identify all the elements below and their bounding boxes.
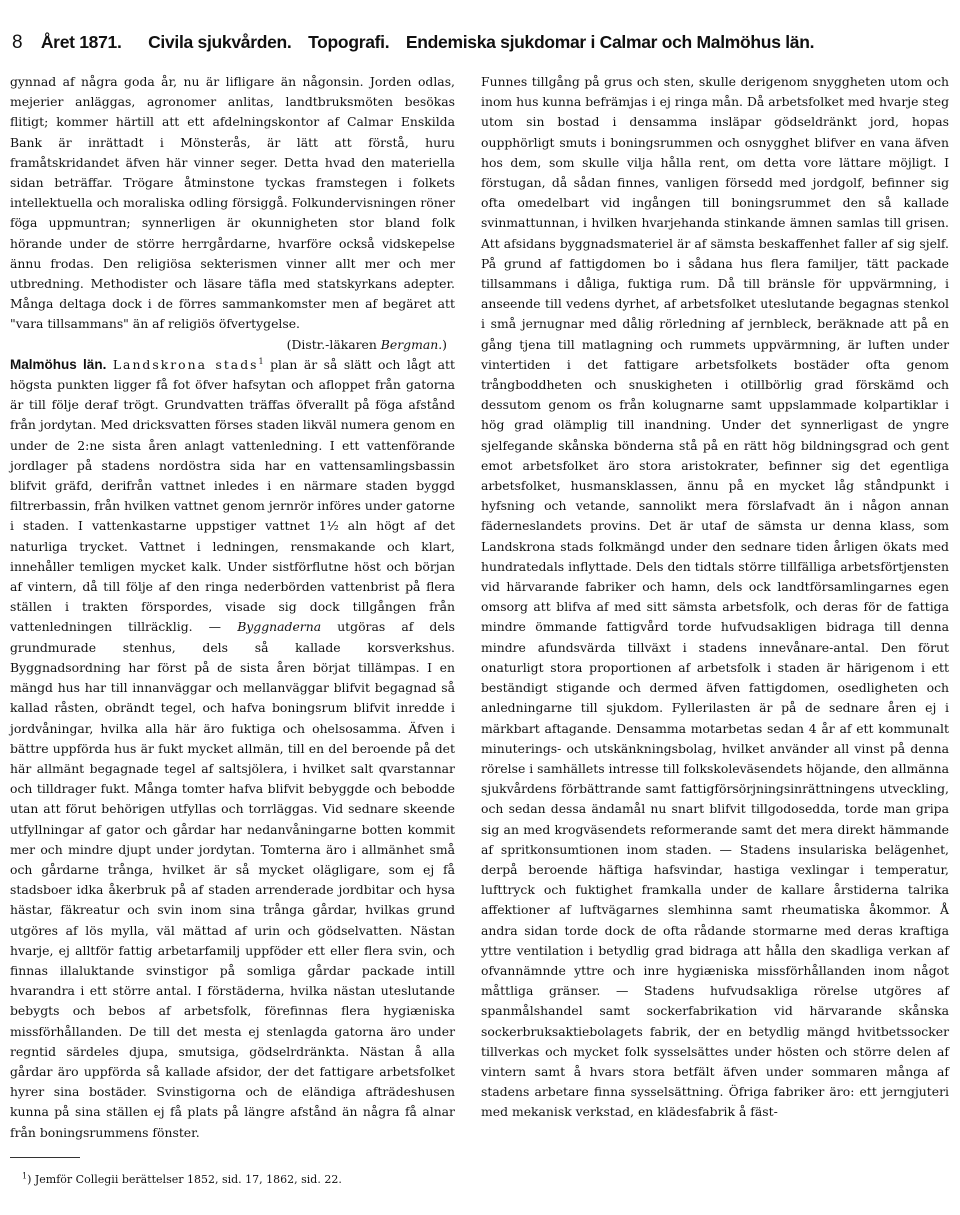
page-number: 8 [12, 32, 23, 53]
section-heading-malmohus: Malmöhus län. [10, 356, 107, 372]
running-header [12, 32, 948, 58]
paragraph-landskrona: Malmöhus län. Landskrona stads$^1$ plan är så slätt och lågt att högsta punkten ligger få fot öfver hafsytan och afloppet från gatorna är till följe deraf trögt. Grundvatten träffas öfverallt på föga afstånd från jordytan. Med dricksvatten förses staden likväl numera genom en under de 2:ne sista åren anlagt vattenledning. I ett vattenförande jordlager på stadens nordöstra sida har en vattensamlingsbassin blifvit gräfd, derifrån vattnet inledes i en närmare staden byggd filtrerbassin, från hvilken vattnet genom jernrör införes under gatorne i staden. I vattenkastarne uppstiger vattnet 1½ aln högt af det naturliga trycket. Vattnet i ledningen, rensmakande och klart, innehåller temligen mycket kalk. Under sistförflutne höst och början af vintern, då till följe af den ringa nederbörden vattenbrist på flera ställen i trakten förspordes, visade sig dock tillgången från vattenledningen tillräcklig. — Byggnaderna utgöras af dels grundmurade stenhus, dels så kallade korsverkshus. Byggnadsordning har först på de sista åren börjat tillämpas. I en mängd hus har till innanväggar och mellanväggar blifvit begagnad så kallad råsten, obrändt tegel, och hafva boningsrum blifvit inredde i jordvåningar, hvilka alla här äro fuktiga och ohelsosamma. Äfven i bättre uppförda hus är fukt mycket allmän, till en del beroende på det här allmänt begagnade tegel af saltsjölera, i hvilket salt qvarstannar och tilldrager fukt. Många tomter hafva blifvit bebyggde och bebodde utan att förut behörigen utfyllas och torrläggas. Vid sednare skeende utfyllningar af gator och gårdar har nedanvåningarne botten kommit mer och mindre djupt under jordytan. Tomterna äro i allmänhet små och gårdarne trånga, hvilket är så mycket olägligare, som ej få stadsboer idka åkerbruk på af staden arrenderade jordbitar och hysa hästar, fäkreatur och svin inom sina trånga gårdar, hvilkas grund utgöres af lös mylla, väl mättad af urin och gödselvatten. Nästan hvarje, ej alltför fattig arbetarfamilj uppföder ett eller flera svin, och finnas illaluktande svinstigor på somliga gårdar packade intill hvarandra i ett större antal. I förstäderna, hvilka nästan uteslutande bebygts och bebos af arbetsfolk, förefinnas flera hygiæniska missförhållanden. De till det mesta ej stenlagda gatorna äro under regntid särdeles djupa, smutsiga, gödselrdränkta. Nästan å alla gårdar äro uppförda så kallade afsidor, der det fattigare arbetsfolket hyrer sina bostäder. Svinstigorna och de eländiga afträdeshusen kunna på sina ställen ej få plats på längre afstånd än några få alnar från boningsrummens fönster. [10, 356, 455, 1140]
left-column [10, 72, 455, 1197]
italic-term: Byggnaderna [237, 619, 322, 635]
header-topic: Topografi. [308, 32, 390, 52]
footnote [22, 1172, 452, 1188]
footnote-marker: 1 [22, 1171, 28, 1181]
footnote-divider [10, 1157, 80, 1158]
author-signature: (Distr.-läkaren Bergman.) [286, 336, 447, 352]
signature-name: Bergman. [380, 336, 443, 352]
header-subject: Endemiska sjukdomar i Calmar och Malmöhus län. [405, 32, 815, 52]
footnote-ref[interactable]: 1 [258, 356, 264, 366]
paragraph-calmar: gynnad af några goda år, nu är lifligare än någonsin. Jorden odlas, mejerier anläggas, agronomer anlitas, landtbruksmöten besökas flitigt; kommer härtill att ett afdelningskontor af Calmar Enskilda Bank är inrättadt i Mönsterås, är lätt att förstå, huru framåtskridandet äfven här vinner seger. Detta hvad den materiella sidan beträffar. Trögare åtminstone tyckas framstegen i folkets intellektuella och moraliska odling försiggå. Folkundervisningen röner föga uppmuntran; synnerligen är okunnigheten stor bland folk hörande under de större herrgårdarne, hvarföre också vidskepelse ännu frodas. Den religiösa sekterismen vinner allt mer och mer utbredning. Methodister och läsare täfla med statskyrkans adepter. Många deltaga dock i de förres sammankomster men af begäret att "vara tillsammans" än af religiös öfvertygelse. [10, 74, 455, 332]
town-name: Landskrona stads [112, 356, 259, 372]
header-year: Året 1871. [40, 32, 122, 52]
header-section: Civila sjukvården. [148, 32, 292, 52]
paragraph-right: Funnes tillgång på grus och sten, skulle derigenom snyggheten utom och inom hus kunna befrämjas i ej ringa mån. Då arbetsfolket med hvarje steg utom sin bostad i densamma insläpar gödseldränkt jord, hopas oupphörligt smuts i boningsrummen och osnygghet blifver en vana äfven hos dem, som skulle vilja hålla rent, om detta vore lättare möjligt. I förstugan, då sådan finnes, vanligen försedd med jordgolf, befinner sig ofta omedelbart vid ingången till boningsrummet den så kallade svinmattunnan, i hvilken hvarjehanda stinkande ämnen samlas till grisen. Att afsidans byggnadsmateriel är af sämsta beskaffenhet faller af sig sjelf. På grund af fattigdomen bo i sådana hus flera familjer, tätt packade tillsammans i dåliga, fuktiga rum. Då till bränsle för uppvärmning, i anseende till vedens dyrhet, af arbetsfolket uteslutande begagnas stenkol i små jernugnar med dålig rörledning af jernbleck, beräknade att på en gång tjena till matlagning och rummets uppvärmning, är luften under vintertiden i det fattigare arbetsfolkets bostäder ofta genom trångboddheten och snuskigheten i otillbörlig grad förskämd och dessutom genom os från kolugnarne samt uppslammade kolpartiklar i hög grad olämplig till inandning. Under det synnerligast de yngre sjelfegande skånska bönderna stå på en rätt hög bildningsgrad och gent emot arbetsfolket äro stora aristokrater, befinner sig det egentliga arbetsfolket, husmansklassen, ännu på en mycket låg ståndpunkt i hyfsning och vetande, sannolikt mera förslafvadt än i någon annan fäderneslandets provins. Det är utaf de sämsta ur denna klass, som Landskrona stads folkmängd under den sednare tiden årligen ökats med hundratedals inflyttade. Dels den tidtals större tillfälliga arbetsförtjensten vid härvarande fabriker och hamn, dels ock landtförsamlingarnes egen omsorg att blifva af med sitt sämsta arbetsfolk, och deras för de fattiga mindre ömmande fattigvård torde hufvudsakligen bidraga till denna mindre afundsvärda tillväxt i stadens innevånare-antal. Den förut onaturligt stora proportionen af arbetsfolk i staden är härigenom i ett beständigt stigande och dermed äfven fattigdomen, osedligheten och anledningarne till sjukdom. Fyllerilasten är på de sednare åren ej i märkbart aftagande. Densamma motarbetas sedan 4 år af ett kommunalt minuterings- och utskänkningsbolag, hvilket använder all vinst på denna rörelse i samhällets intresse till folkskoleväsendets höjande, den allmänna sjukvårdens förbättrande samt fattigförsörjningsinrättningens utveckling, och sedan dessa ändamål nu snart blifvit tillgodosedda, torde man gripa sig an med krogväsendets reformerande samt det mera direkt hämmande af spritkonsumtionen inom staden. — Stadens insulariska belägenhet, derpå beroende häftiga hafsvindar, hastiga vexlingar i temperatur, lufttryck och fuktighet framkalla under de kallare årstiderna talrika affektioner af luftvägarnes slemhinna samt rheumatiska åkommor. Å andra sidan torde dock de ofta rådande stormarne med deras kraftiga yttre ventilation i betydlig grad bidraga att hålla den skadliga verkan af ofvannämnde yttre och inre hygiæniska missförhållanden inom något måttliga gränser. — Stadens hufvudsakliga rörelse utgöres af spanmålshandel samt sockerfabrikation vid härvarande skånska sockerbruksaktiebolagets fabrik, der en betydlig mängd hvitbetssocker tillverkas och mycket folk sysselsättes under hösten och större delen af vintern samt å hvars stora betfält äfven under sommaren många af stadens arbetare finna sysselsättning. Öfriga fabriker äro: ett jerngjuteri med mekanisk verkstad, en klädesfabrik å fäst- [481, 74, 950, 1120]
right-column [481, 72, 949, 1197]
footnote-text: ) Jemför Collegii berättelser 1852, sid. 17, 1862, sid. 22. [27, 1173, 342, 1186]
